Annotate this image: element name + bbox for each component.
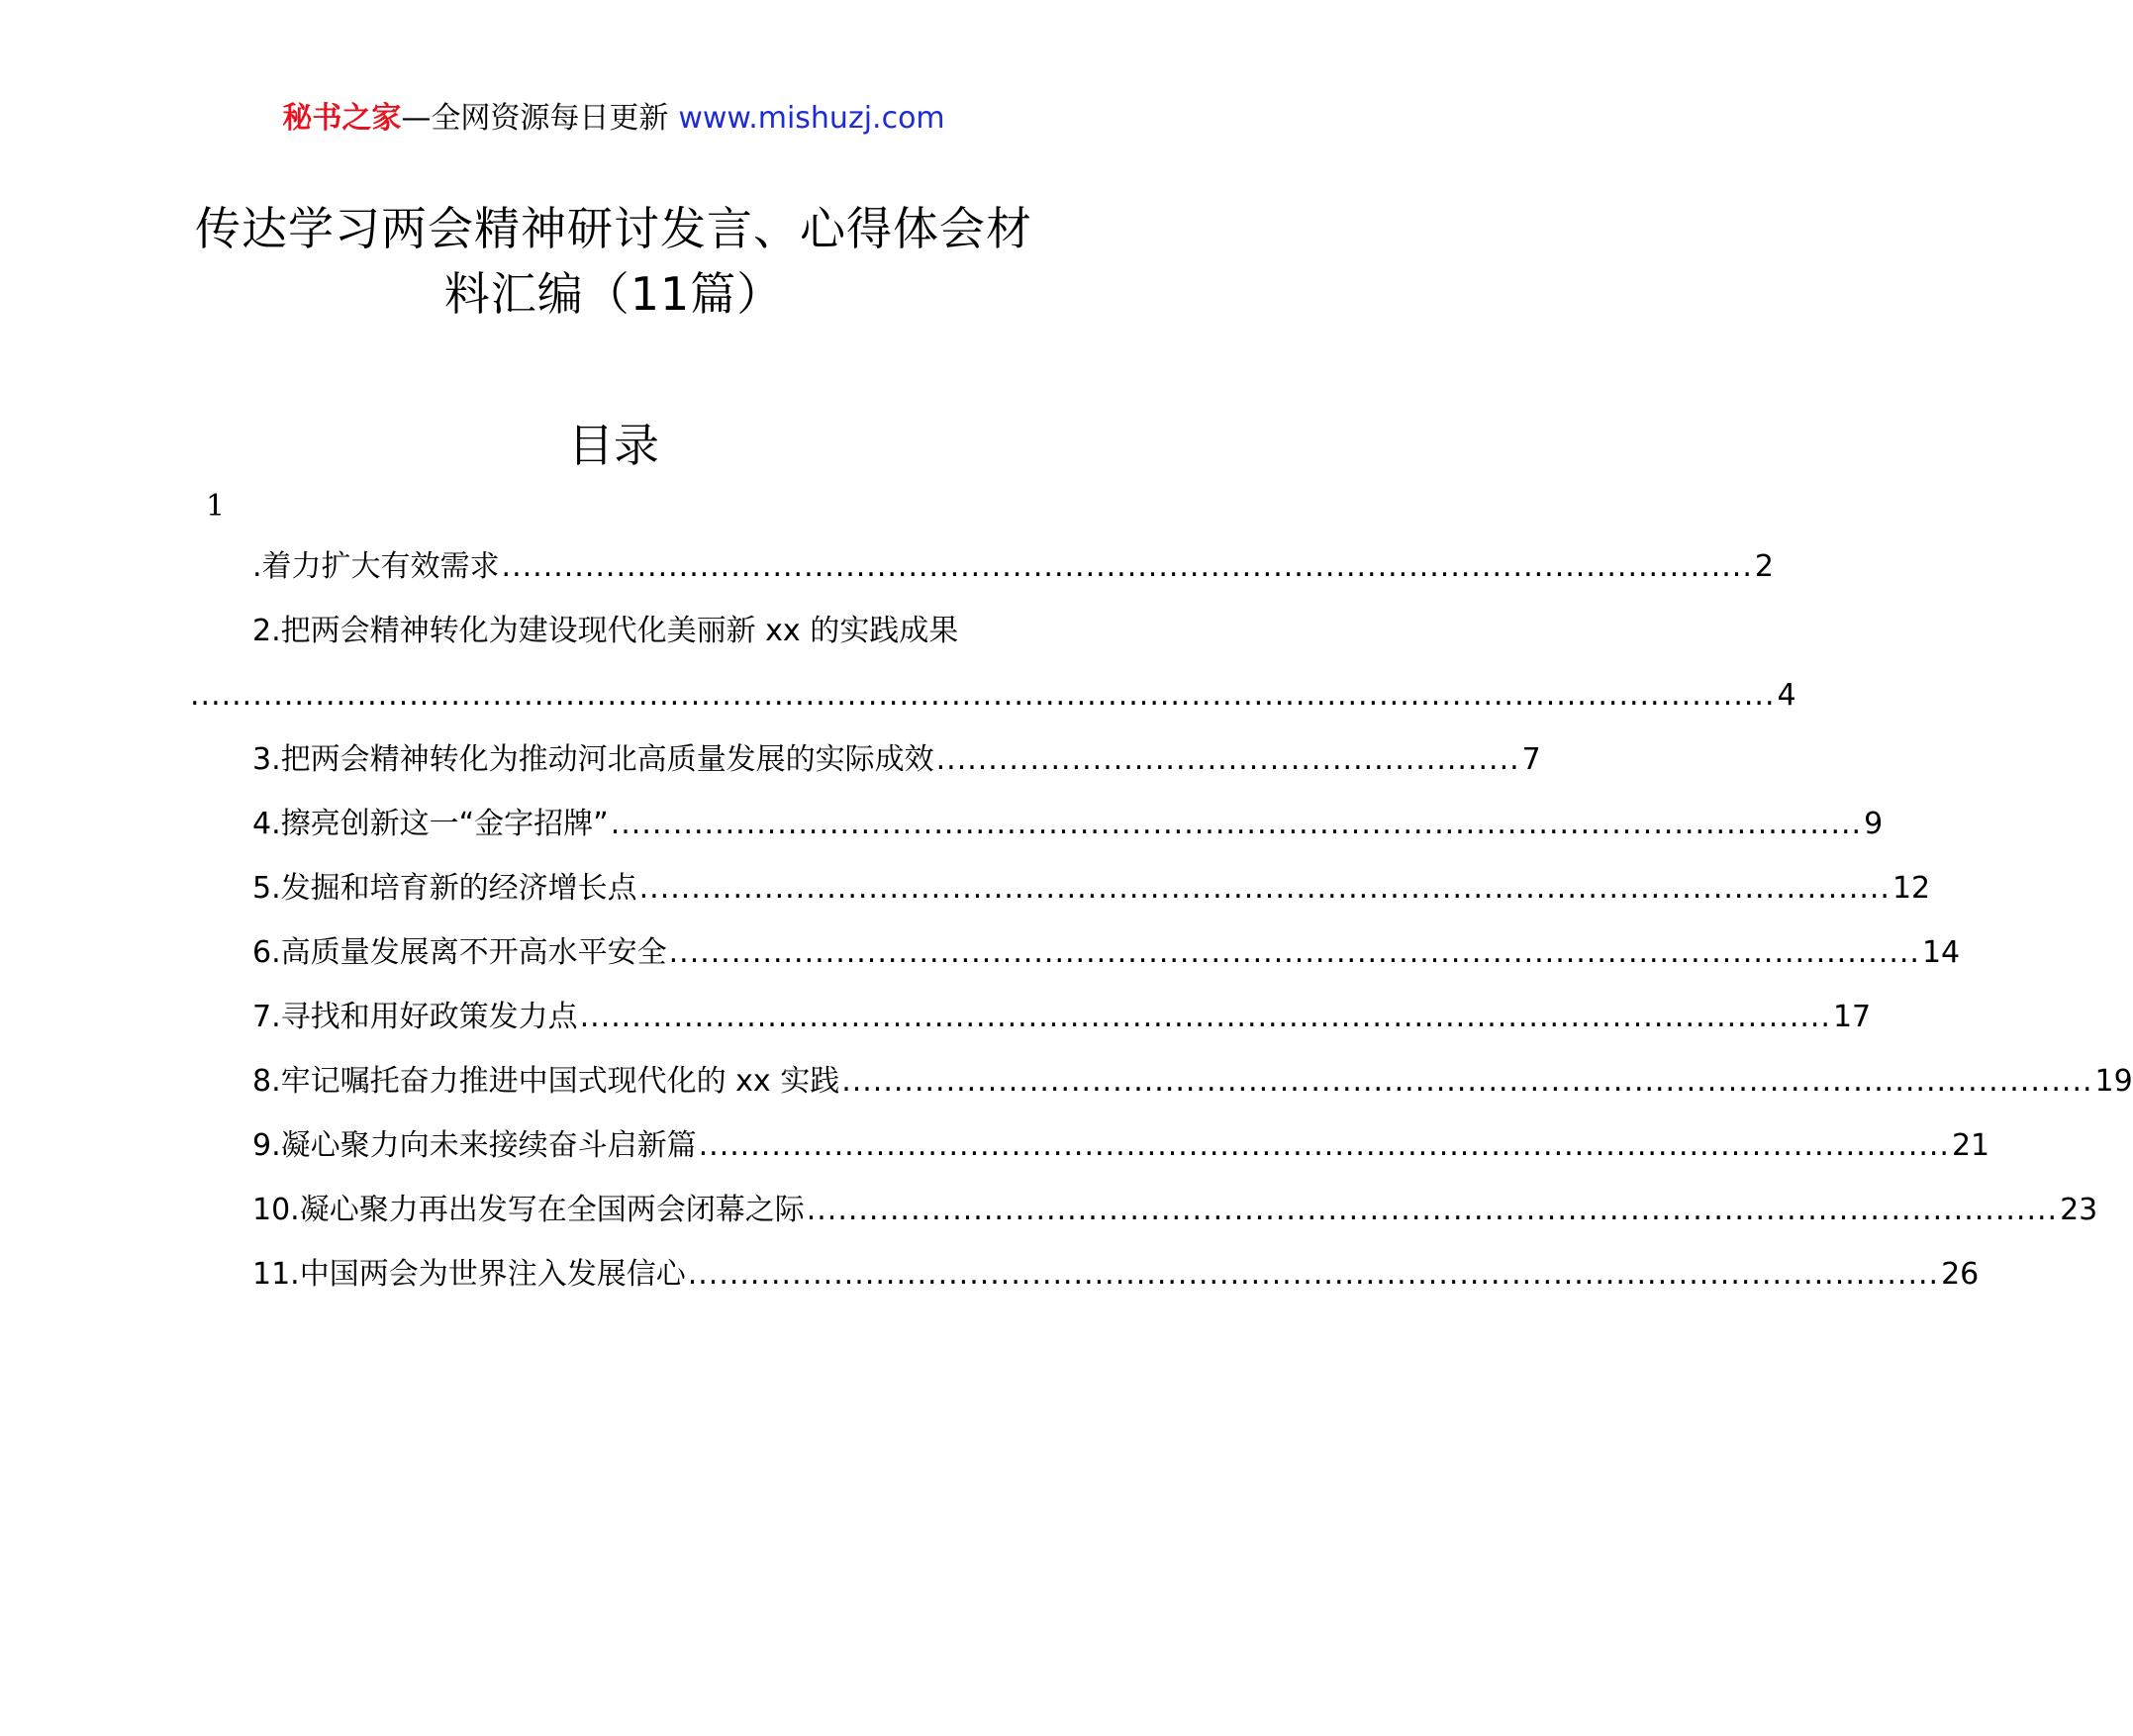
toc-dot-leader: ........................................................................................................................ [806,1193,2059,1227]
toc-entry-page: 17 [1832,1000,1872,1034]
toc-entry-label: 6.高质量发展离不开高水平安全 [252,935,667,970]
toc-dot-leader: ........................................................................................................................ [579,1000,1831,1034]
stray-page-number: 1 [206,489,226,524]
toc-entry-page: 26 [1941,1257,1980,1292]
toc-entry-page: 19 [2094,1064,2133,1099]
toc-entry-page: 7 [1521,742,1541,777]
toc-dot-leader: ........................................................................................................................ [841,1064,2093,1099]
toc-dot-leader: ........................................................................................................................ [638,871,1891,906]
toc-dot-leader: ........................................................................................................................ [687,1257,1940,1292]
toc-dot-leader: ........................................................ [935,742,1520,777]
toc-heading: 目录 [568,419,659,472]
toc-entry[interactable] [252,869,1931,933]
site-banner [0,99,1227,139]
toc-dot-leader: ........................................................................................................................ [610,807,1863,841]
toc-entry-page: 14 [1921,935,1961,970]
brand-name: 秘书之家 [282,101,402,136]
toc-entry[interactable] [252,1062,2133,1126]
toc-entry-label: 8.牢记嘱托奋力推进中国式现代化的 xx 实践 [252,1064,840,1099]
toc-entry-page: 9 [1864,807,1884,841]
toc-entry-label: 10.凝心聚力再出发写在全国两会闭幕之际 [252,1193,805,1227]
toc-entry-label: 3.把两会精神转化为推动河北高质量发展的实际成效 [252,742,934,777]
toc-entry[interactable] [252,998,1872,1062]
toc-entry-page: 21 [1951,1128,1990,1163]
site-url-link[interactable]: www.mishuzj.com [678,101,945,136]
toc-dot-leader: ........................................................................................................................ [698,1128,1950,1163]
toc-entry[interactable] [252,1255,1980,1319]
toc-dot-leader: ........................................................................................................................ [668,935,1920,970]
toc-entry-label: 2.把两会精神转化为建设现代化美丽新 xx 的实践成果 [252,614,959,648]
toc-entry-label: .着力扩大有效需求 [252,549,500,584]
toc-entry-label: 4.擦亮创新这一“金字招牌” [252,807,609,841]
banner-tagline: —全网资源每日更新 [401,101,669,136]
toc-entry[interactable] [190,612,1796,740]
toc-dot-leader: ........................................................................................................................ [501,549,1753,584]
toc-entry-label: 9.凝心聚力向未来接续奋斗启新篇 [252,1128,697,1163]
document-title: 传达学习两会精神研讨发言、心得体会材料汇编（11篇） [195,202,1032,321]
table-of-contents [190,547,2133,1319]
toc-entry[interactable] [252,740,1541,805]
toc-entry-label: 5.发掘和培育新的经济增长点 [252,871,637,906]
toc-entry-label: 11.中国两会为世界注入发展信心 [252,1257,686,1292]
toc-entry-page: 2 [1754,549,1774,584]
toc-entry[interactable] [252,547,1774,612]
toc-entry-page: 4 [1777,678,1796,713]
toc-entry-label: 7.寻找和用好政策发力点 [252,1000,578,1034]
toc-entry-page: 12 [1891,871,1931,906]
toc-entry[interactable] [252,933,1961,998]
toc-entry[interactable] [252,805,1884,869]
toc-entry[interactable] [252,1126,1990,1191]
toc-dot-leader: ........................................................................................................................................................ [190,678,1776,713]
toc-entry-page: 23 [2060,1193,2098,1227]
toc-entry[interactable] [252,1191,2098,1255]
